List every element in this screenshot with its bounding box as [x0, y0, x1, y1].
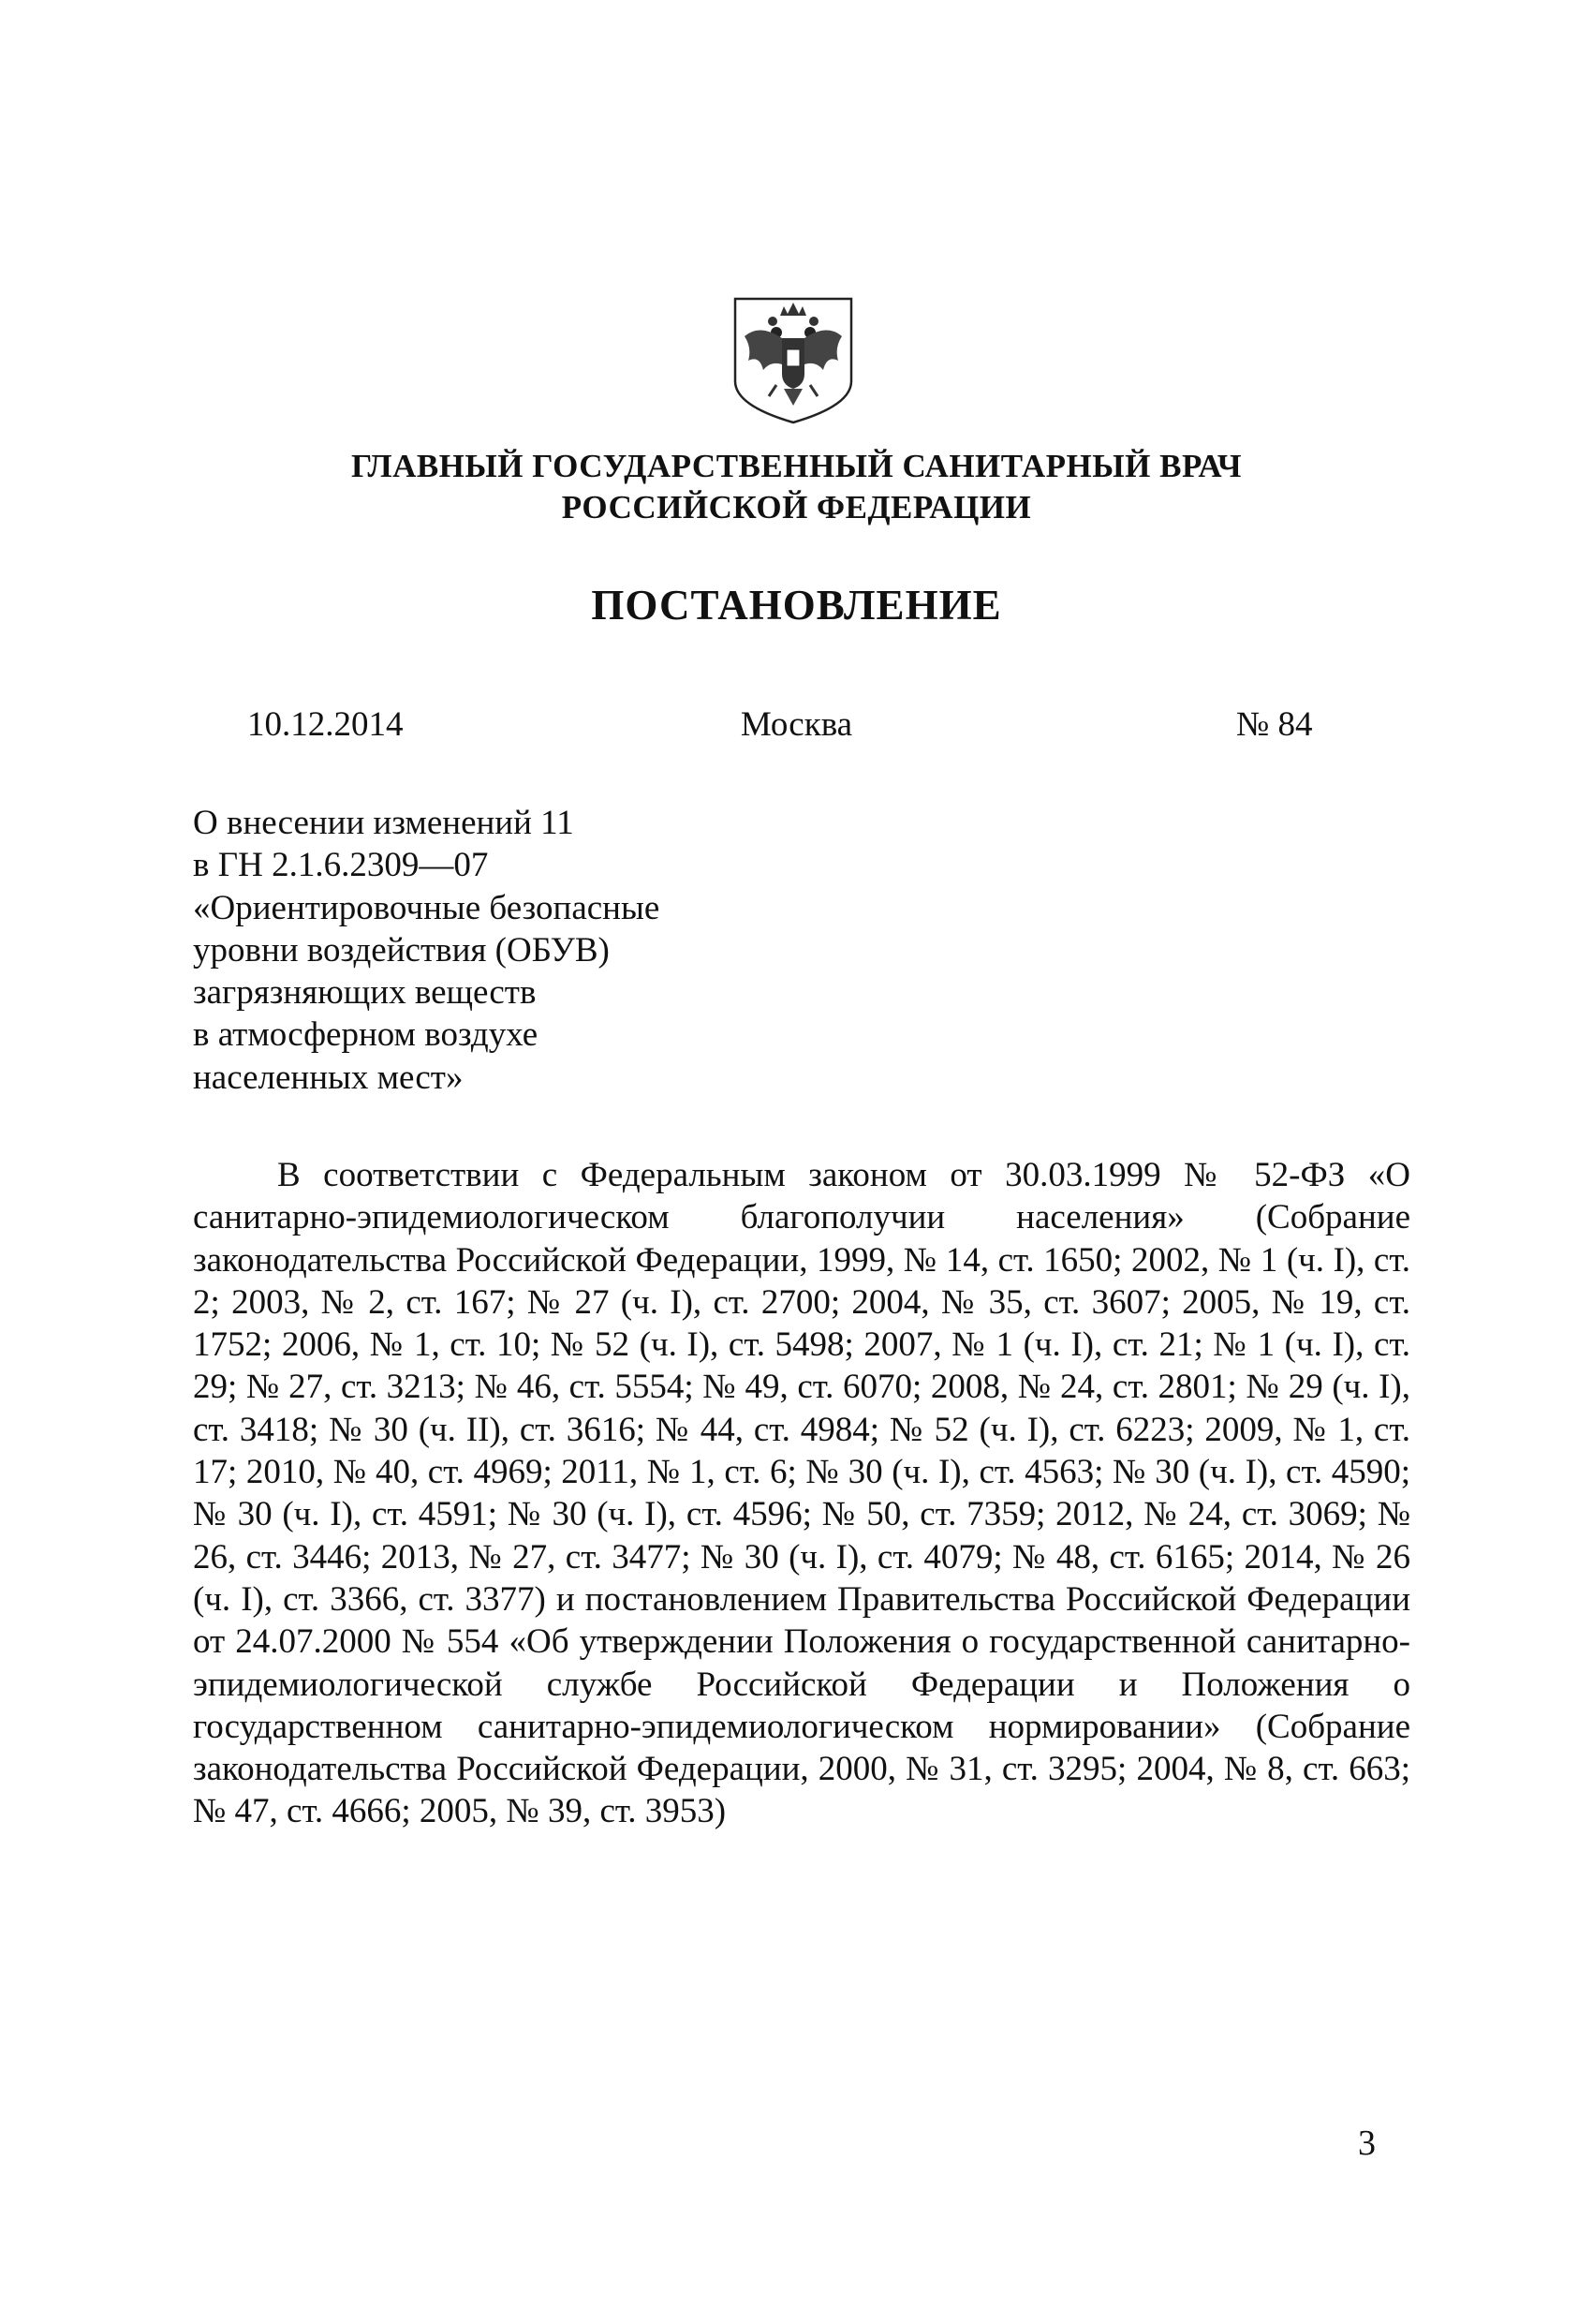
document-subject [193, 802, 848, 1099]
document-city: Москва [740, 705, 853, 744]
subject-line: уровни воздействия (ОБУВ) [193, 930, 610, 970]
subject-line: О внесении изменений 11 [193, 804, 574, 842]
coat-of-arms-icon [731, 295, 855, 426]
body-paragraph: В соответствии с Федеральным законом от 30.03.1999 № 52-ФЗ «О санитарно-эпидемиологическом благополучии населения» (Собрание законодательства Российской Федерации, 1999, № 14, ст. 1650; 2002, № 1 (ч. I), ст. 2; 2003, № 2, ст. 167; № 27 (ч. I), ст. 2700; 2004, № 35, ст. 3607; 2005, № 19, ст. 1752; 2006, № 1, ст. 10; № 52 (ч. I), ст. 5498; 2007, № 1 (ч. I), ст. 21; № 1 (ч. I), ст. 29; № 27, ст. 3213; № 46, ст. 5554; № 49, ст. 6070; 2008, № 24, ст. 2801; № 29 (ч. I), ст. 3418; № 30 (ч. II), ст. 3616; № 44, ст. 4984; № 52 (ч. I), ст. 6223; 2009, № 1, ст. 17; 2010, № 40, ст. 4969; 2011, № 1, ст. 6; № 30 (ч. I), ст. 4563; № 30 (ч. I), ст. 4590; № 30 (ч. I), ст. 4591; № 30 (ч. I), ст. 4596; № 50, ст. 7359; 2012, № 24, ст. 3069; № 26, ст. 3446; 2013, № 27, ст. 3477; № 30 (ч. I), ст. 4079; № 48, ст. 6165; 2014, № 26 (ч. I), ст. 3366, ст. 3377) и постановлением Правительства Российской Федерации от 24.07.2000 № 554 «Об утверждении Положения о государственной санитарно-эпидемиологической службе Российской Федерации и Положения о государственном санитарно-эпидемиологическом нормировании» (Собрание законодательства Российской Федерации, 2000, № 31, ст. 3295; 2004, № 8, ст. 663; № 47, ст. 4666; 2005, № 39, ст. 3953) [193, 1156, 1410, 1831]
document-type-title: ПОСТАНОВЛЕНИЕ [591, 582, 1002, 629]
subject-line: в ГН 2.1.6.2309—07 [193, 846, 489, 885]
authority-line-2: РОССИЙСКОЙ ФЕДЕРАЦИИ [561, 489, 1032, 525]
subject-line: загрязняющих веществ [193, 973, 537, 1013]
subject-line: в атмосферном воздухе [193, 1015, 538, 1055]
issuing-authority [0, 446, 1593, 528]
subject-line: «Ориентировочные безопасные [193, 888, 660, 927]
document-meta-row [0, 701, 1593, 749]
document-date: 10.12.2014 [247, 705, 404, 744]
authority-line-1: ГЛАВНЫЙ ГОСУДАРСТВЕННЫЙ САНИТАРНЫЙ ВРАЧ [351, 448, 1242, 484]
document-number: № 84 [1236, 705, 1313, 744]
subject-line: населенных мест» [193, 1058, 464, 1097]
page-number: 3 [1358, 2124, 1376, 2163]
